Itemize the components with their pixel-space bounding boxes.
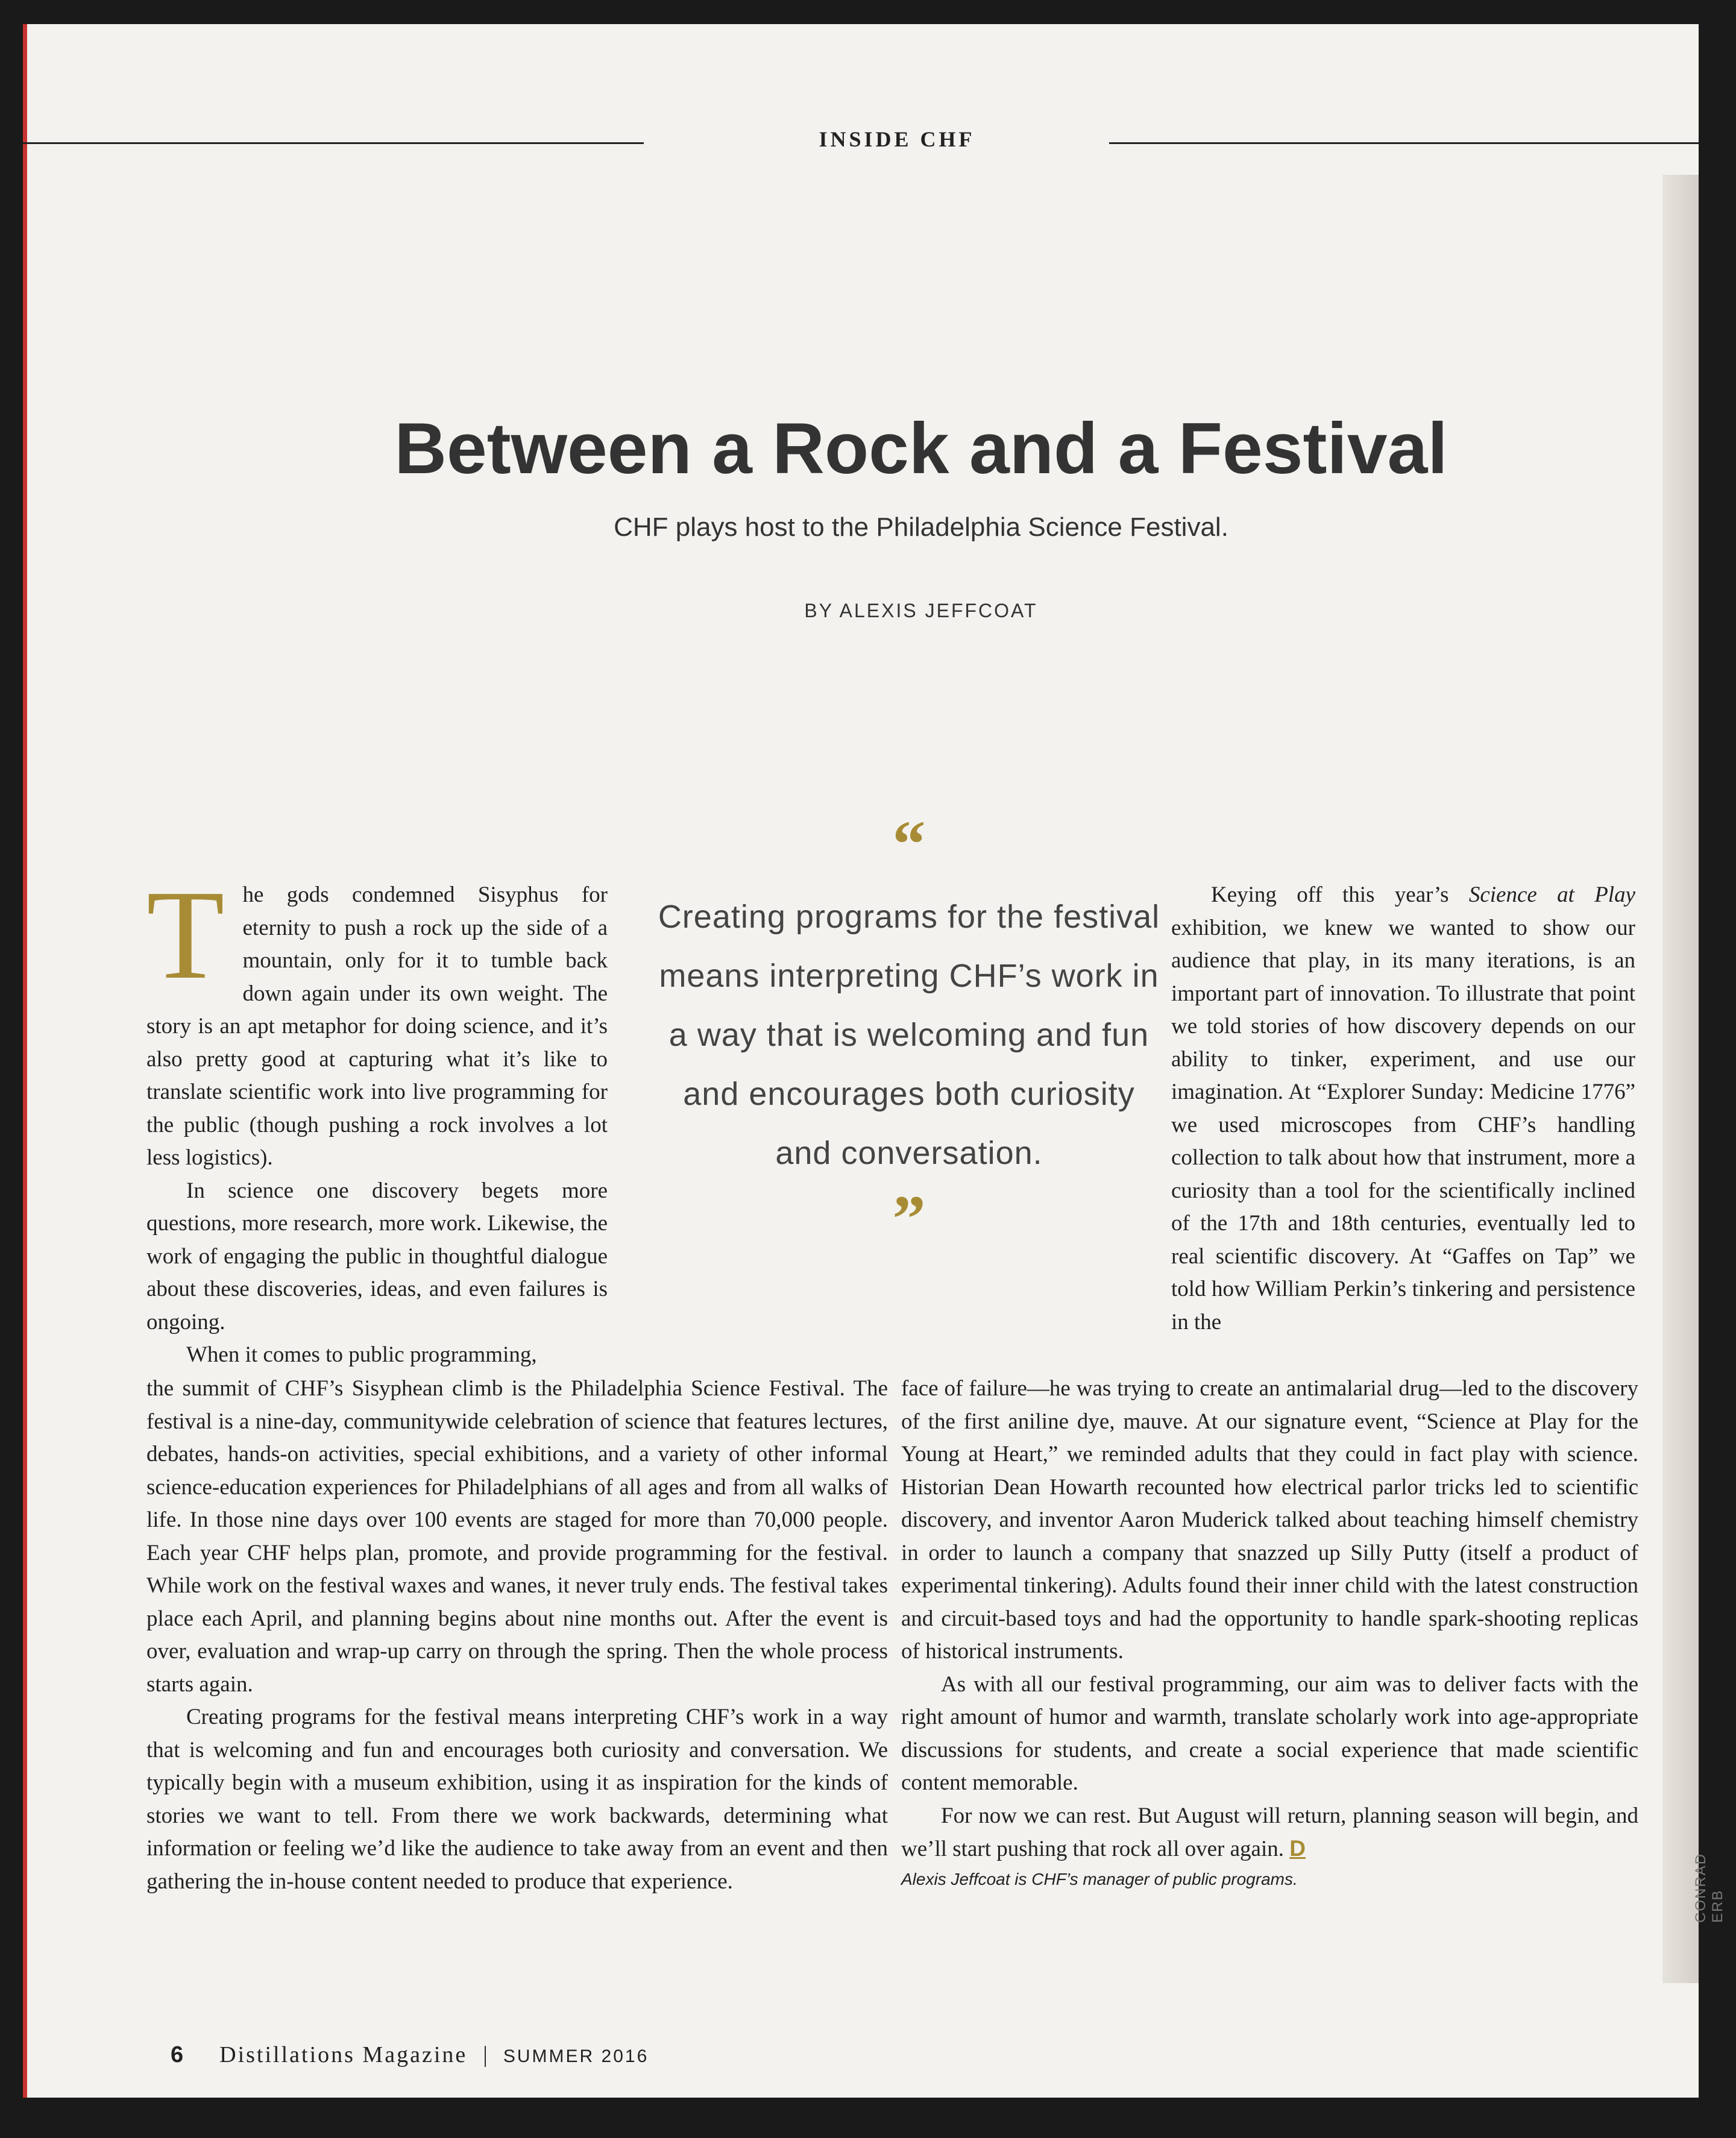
- page-edge-red: [23, 24, 27, 2098]
- paragraph-intro-text: he gods condemned Sisyphus for eternity to push a rock up the side of a mountain, only for it to tumble back down again under its own weight. The story is an apt metaphor for doing science, and it’s also pretty good at capturing what it’s like to translate scientific work into live programming for the public (though pushing a rock involves a lot less logistics).: [146, 882, 608, 1170]
- paragraph-2: In science one discovery begets more questions, more research, more work. Likewise, the work of engaging the public in thoughtful dialogue about these discoveries, ideas, and even failures is ongoing.: [146, 1178, 608, 1335]
- right-paragraph-2: As with all our festival programming, our aim was to deliver facts with the right amount of humor and warmth, translate scholarly work into age-appropriate discussions for students, and create a social experience that made scientific content memorable.: [901, 1671, 1638, 1795]
- section-label: INSIDE CHF: [819, 127, 975, 151]
- right-paragraph-1-rest: exhibition, we knew we wanted to show our audience that play, in its many iterations, is an important part of innovation. To illustrate that point we told stories of how discovery depends on our ability to tinker, experiment, and use our imagination. At “Explorer Sunday: Medicine 1776” we used microscopes from CHF’s handling collection to talk about how that instrument, more a curiosity than a tool for the scientifically inclined of the 17th and 18th centuries, eventually led to real scientific discovery. At “Gaffes on Tap” we told how William Perkin’s tinkering and persistence in the: [1171, 915, 1635, 1335]
- header-rule-right: [1109, 142, 1699, 144]
- left-wide-column: [146, 1372, 888, 1898]
- end-mark: D: [1289, 1836, 1306, 1861]
- header-rule-left: [23, 142, 644, 144]
- article-title: Between a Rock and a Festival: [394, 408, 1448, 489]
- quote-open-mark: “: [892, 807, 926, 881]
- page-footer: [171, 2042, 649, 2068]
- article-subtitle: CHF plays host to the Philadelphia Science Festival.: [614, 512, 1228, 542]
- paragraph-intro: [146, 864, 608, 1175]
- author-credit: Alexis Jeffcoat is CHF’s manager of public programs.: [901, 1869, 1298, 1888]
- article-byline: BY ALEXIS JEFFCOAT: [804, 600, 1038, 621]
- exhibition-title: Science at Play: [1468, 882, 1636, 907]
- footer-separator: |: [483, 2042, 488, 2067]
- pull-quote: [656, 807, 1162, 1256]
- left-column: [146, 864, 608, 1372]
- page-spine-shadow: [1662, 175, 1699, 1983]
- paragraph-4: Creating programs for the festival means interpreting CHF’s work in a way that is welcoming and fun and encourages both curiosity and conversation. We typically begin with a museum exhibition, using it as inspiration for the kinds of stories we want to tell. From there we work backwards, determining what information or feeling we’d like the audience to take away from an event and then gathering the in-house content needed to produce that experience.: [146, 1705, 888, 1894]
- right-paragraph-3-text: For now we can rest. But August will return, planning season will begin, and we’ll start pushing that rock all over again.: [901, 1803, 1638, 1861]
- right-paragraph-1-start: Keying off this year’s: [1211, 882, 1449, 907]
- quote-text: Creating programs for the festival means interpreting CHF’s work in a way that is welcoming and fun and encourages both curiosity and conversation.: [658, 899, 1160, 1171]
- right-paragraph-1-continued: face of failure—he was trying to create an antimalarial drug—led to the discovery of the first aniline dye, mauve. At our signature event, “Science at Play for the Young at Heart,” we reminded adults that they could in fact play with science. Historian Dean Howarth recounted how electrical parlor tricks led to scientific discovery, and inventor Aaron Muderick talked about teaching himself chemistry in order to launch a company that snazzed up Silly Putty (itself a product of experimental tinkering). Adults found their inner child with the latest construction and circuit-based toys and had the opportunity to handle spark-shooting replicas of historical instruments.: [901, 1376, 1638, 1664]
- quote-close-mark: ”: [892, 1182, 926, 1256]
- paragraph-3-continued: the summit of CHF’s Sisyphean climb is the Philadelphia Science Festival. The festival is a nine-day, communitywide celebration of science that features lectures, debates, hands-on activities, special exhibitions, and a variety of other informal science-education experiences for Philadelphians of all ages and from all walks of life. In those nine days over 100 events are staged for more than 70,000 people. Each year CHF helps plan, promote, and provide programming for the festival. While work on the festival waxes and wanes, it never truly ends. The festival takes place each April, and planning begins about nine months out. After the event is over, evaluation and wrap-up carry on through the spring. Then the whole process starts again.: [146, 1376, 888, 1697]
- magazine-page: [23, 24, 1726, 2098]
- issue-date: SUMMER 2016: [503, 2046, 649, 2066]
- right-column: [1171, 879, 1635, 1339]
- page-number: 6: [171, 2042, 184, 2067]
- paragraph-3-start: When it comes to public programming,: [186, 1342, 537, 1367]
- drop-cap: T: [146, 864, 225, 1005]
- magazine-name: Distillations Magazine: [219, 2042, 468, 2067]
- right-paragraph-1: [1171, 879, 1635, 1339]
- right-wide-column: [901, 1372, 1638, 1893]
- photo-credit: CONRAD ERB: [1693, 1852, 1726, 1923]
- right-paragraph-3: [901, 1800, 1638, 1866]
